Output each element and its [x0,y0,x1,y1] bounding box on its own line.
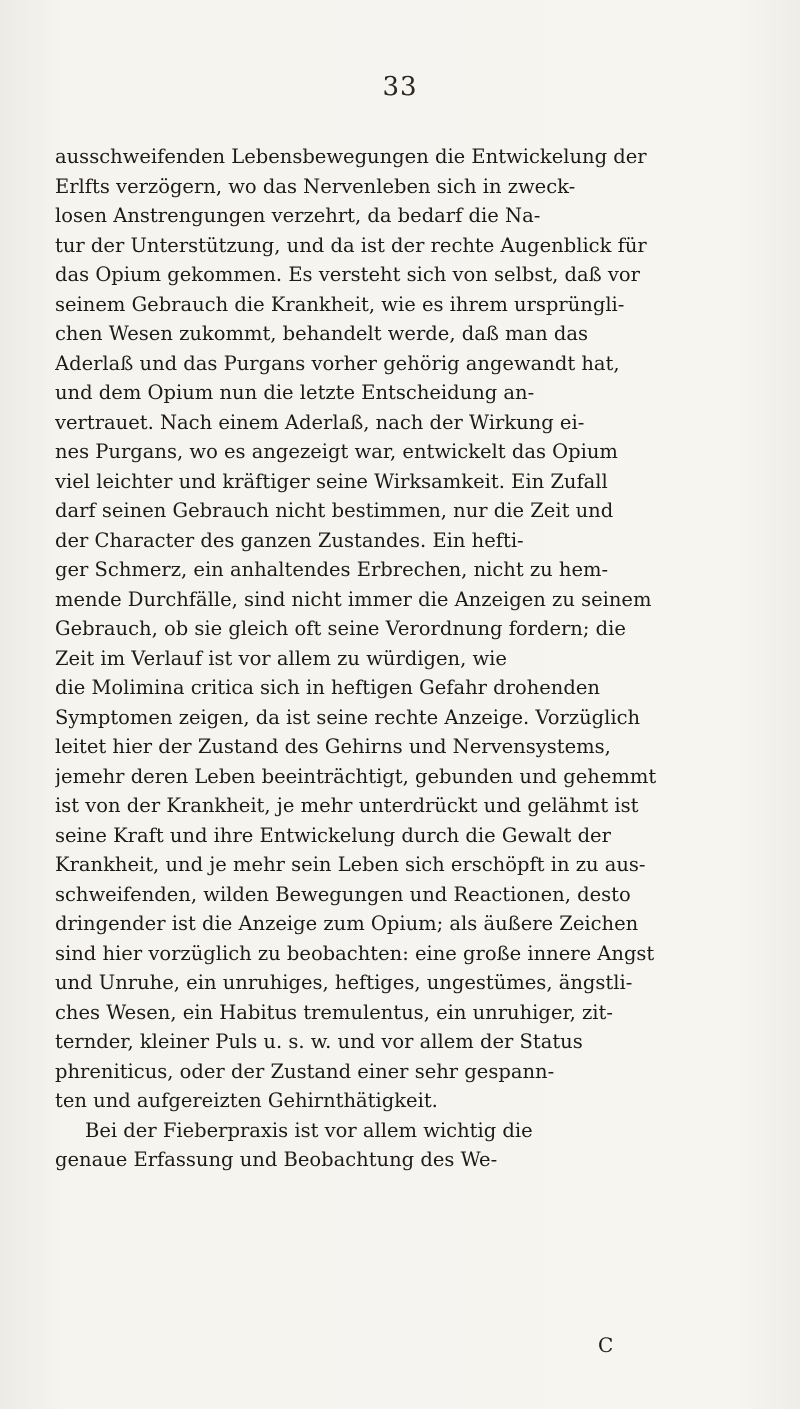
text-line: jemehr deren Leben beeinträchtigt, gebunden und gehemmt [55,764,657,788]
text-line: tur der Unterstützung, und da ist der rechte Augenblick für [55,233,647,257]
page-number: 33 [382,72,418,102]
text-line: losen Anstrengungen verzehrt, da bedarf die Na- [55,204,541,227]
text-line: phreniticus, oder der Zustand einer sehr gespann- [55,1059,555,1083]
text-line: leitet hier der Zustand des Gehirns und Nervensystems, [55,735,611,758]
text-line: ten und aufgereizten Gehirnthätigkeit. [55,1089,438,1112]
text-line: das Opium gekommen. Es versteht sich von selbst, daß vor [55,263,640,286]
text-line: Bei der Fieberpraxis ist vor allem wichtig die [85,1118,533,1142]
text-line: ches Wesen, ein Habitus tremulentus, ein unruhiger, zit- [55,1000,613,1024]
text-line: die Molimina critica sich in heftigen Gefahr drohenden [55,676,600,699]
text-line: Krankheit, und je mehr sein Leben sich erschöpft in zu aus- [55,853,646,876]
text-line: der Character des ganzen Zustandes. Ein hefti- [55,528,524,552]
text-line: und dem Opium nun die letzte Entscheidung an- [55,381,535,404]
text-line: Erlfts verzögern, wo das Nervenleben sich in zweck- [55,174,576,198]
text-line: ausschweifenden Lebensbewegungen die Entwickelung der [55,145,647,168]
text-line: schweifenden, wilden Bewegungen und Reactionen, desto [55,882,631,906]
text-line: viel leichter und kräftiger seine Wirksamkeit. Ein Zufall [55,469,608,493]
text-line: vertrauet. Nach einem Aderlaß, nach der Wirkung ei- [55,410,585,434]
text-line: seine Kraft und ihre Entwickelung durch die Gewalt der [55,823,611,847]
text-line: genaue Erfassung und Beobachtung des We- [55,1148,498,1171]
text-line: nes Purgans, wo es angezeigt war, entwickelt das Opium [55,440,618,463]
body-text [55,142,775,1175]
text-line: und Unruhe, ein unruhiges, heftiges, ungestümes, ängstli- [55,971,633,994]
text-line: darf seinen Gebrauch nicht bestimmen, nur die Zeit und [55,499,614,522]
text-line: Symptomen zeigen, da ist seine rechte Anzeige. Vorzüglich [55,705,641,729]
text-line: dringender ist die Anzeige zum Opium; als äußere Zeichen [55,912,639,935]
text-line: Aderlaß und das Purgans vorher gehörig angewandt hat, [55,351,620,375]
text-line: ternder, kleiner Puls u. s. w. und vor allem der Status [55,1030,583,1053]
text-line: mende Durchfälle, sind nicht immer die Anzeigen zu seinem [55,587,652,611]
text-line: ist von der Krankheit, je mehr unterdrückt und gelähmt ist [55,794,639,817]
signature-mark: C [598,1333,614,1357]
text-line: sind hier vorzüglich zu beobachten: eine große innere Angst [55,941,655,965]
text-line: seinem Gebrauch die Krankheit, wie es ihrem ursprüngli- [55,292,625,316]
text-line: Gebrauch, ob sie gleich oft seine Verordnung fordern; die [55,617,626,640]
text-line: chen Wesen zukommt, behandelt werde, daß man das [55,322,589,345]
text-line: ger Schmerz, ein anhaltendes Erbrechen, nicht zu hem- [55,558,609,581]
text-line: Zeit im Verlauf ist vor allem zu würdigen, wie [55,646,507,670]
